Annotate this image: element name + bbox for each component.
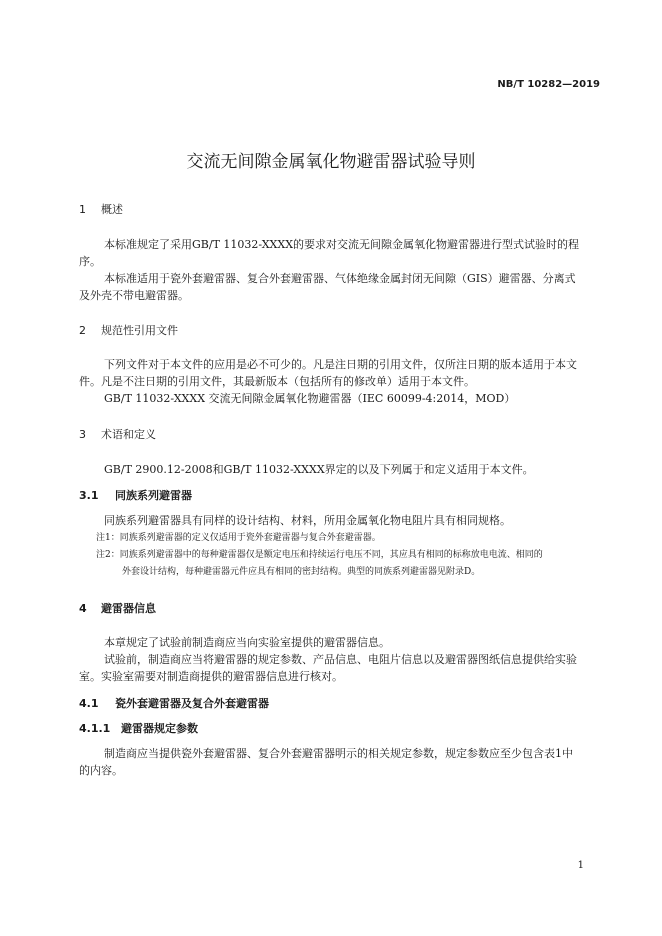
paragraph: 本标准适用于瓷外套避雷器、复合外套避雷器、气体绝缘金属封闭无间隙（GIS）避雷器、分离式 bbox=[104, 272, 576, 285]
section-title: 瓷外套避雷器及复合外套避雷器 bbox=[115, 697, 269, 710]
paragraph: 制造商应当提供瓷外套避雷器、复合外套避雷器明示的相关规定参数，规定参数应至少包含表1中 bbox=[104, 747, 573, 760]
paragraph: 试验前，制造商应当将避雷器的规定参数、产品信息、电阻片信息以及避雷器图纸信息提供给实验 bbox=[104, 653, 577, 666]
section-number: 4 bbox=[79, 602, 87, 615]
document-code: NB/T 10282—2019 bbox=[497, 79, 600, 90]
paragraph: 本章规定了试验前制造商应当向实验室提供的避雷器信息。 bbox=[104, 636, 390, 649]
note-label: 注2： bbox=[96, 550, 120, 560]
reference-item: GB/T 11032-XXXX 交流无间隙金属氧化物避雷器（IEC 60099-4:2014，MOD） bbox=[104, 392, 516, 405]
paragraph: 序。 bbox=[79, 255, 101, 268]
page-title: 交流无间隙金属氧化物避雷器试验导则 bbox=[186, 152, 476, 172]
note-2 bbox=[96, 547, 543, 563]
section-4-heading bbox=[79, 600, 156, 616]
section-title: 概述 bbox=[101, 203, 123, 216]
paragraph: 下列文件对于本文件的应用是必不可少的。凡是注日期的引用文件，仅所注日期的版本适用于本文 bbox=[104, 358, 577, 371]
paragraph: GB/T 2900.12-2008和GB/T 11032-XXXX界定的以及下列属于和定义适用于本文件。 bbox=[104, 463, 534, 476]
subsection-4-1-1-heading bbox=[79, 720, 198, 736]
section-title: 术语和定义 bbox=[101, 428, 156, 441]
page-number: 1 bbox=[577, 860, 584, 871]
section-title: 避雷器规定参数 bbox=[121, 722, 198, 735]
section-title: 避雷器信息 bbox=[101, 602, 156, 615]
paragraph: 及外壳不带电避雷器。 bbox=[79, 289, 189, 302]
paragraph: 室。实验室需要对制造商提供的避雷器信息进行核对。 bbox=[79, 670, 343, 683]
section-title: 规范性引用文件 bbox=[101, 324, 178, 337]
section-number: 4.1.1 bbox=[79, 722, 111, 735]
paragraph: 的内容。 bbox=[79, 764, 123, 777]
section-2-heading bbox=[79, 322, 178, 338]
section-number: 2 bbox=[79, 324, 86, 337]
section-number: 1 bbox=[79, 203, 86, 216]
note-label: 注1： bbox=[96, 533, 120, 543]
subsection-3-1-heading bbox=[79, 487, 192, 503]
note-text: 同族系列避雷器中的每种避雷器仅是额定电压和持续运行电压不同，其应具有相同的标称放电电流、相同的 bbox=[119, 550, 543, 560]
paragraph: 件。凡是不注日期的引用文件，其最新版本（包括所有的修改单）适用于本文件。 bbox=[79, 375, 475, 388]
section-number: 3.1 bbox=[79, 489, 99, 502]
note-text: 同族系列避雷器的定义仅适用于瓷外套避雷器与复合外套避雷器。 bbox=[119, 533, 381, 543]
subsection-4-1-heading bbox=[79, 695, 269, 711]
section-number: 4.1 bbox=[79, 697, 99, 710]
paragraph: 本标准规定了采用GB/T 11032-XXXX的要求对交流无间隙金属氧化物避雷器进行型式试验时的程 bbox=[104, 238, 580, 251]
section-1-heading bbox=[79, 201, 123, 217]
note-1 bbox=[96, 530, 381, 546]
note-2-continuation: 外套设计结构，每种避雷器元件应具有相同的密封结构。典型的同族系列避雷器见附录D。 bbox=[122, 567, 481, 577]
paragraph: 同族系列避雷器具有同样的设计结构、材料，所用金属氧化物电阻片具有相同规格。 bbox=[104, 514, 511, 527]
section-3-heading bbox=[79, 426, 156, 442]
section-number: 3 bbox=[79, 428, 86, 441]
section-title: 同族系列避雷器 bbox=[115, 489, 192, 502]
